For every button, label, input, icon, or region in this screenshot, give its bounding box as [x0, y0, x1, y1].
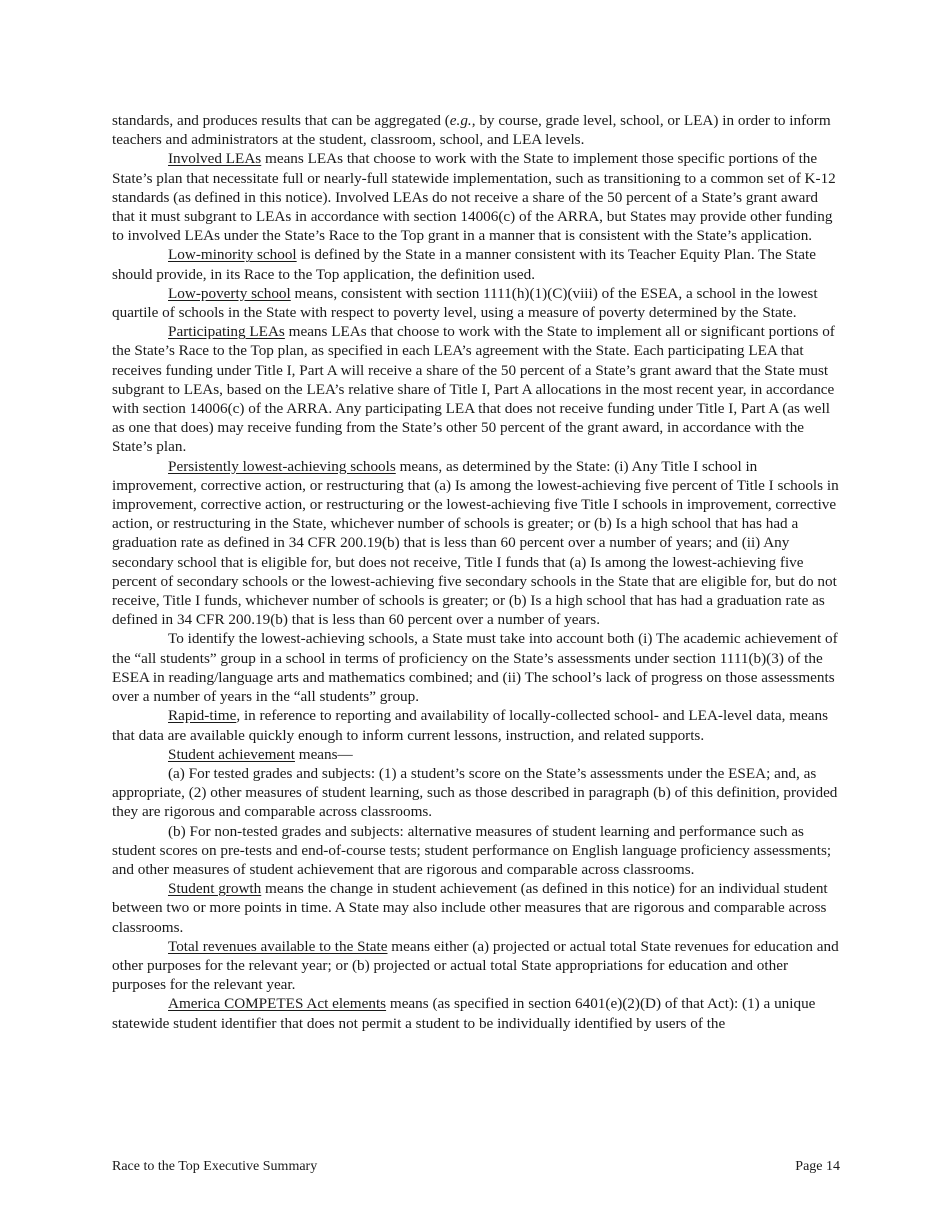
term-student-achievement: Student achievement [168, 745, 295, 763]
term-low-poverty-school: Low-poverty school [168, 284, 291, 302]
definition-total-revenues: Total revenues available to the State means either (a) projected or actual total State revenues for education and other purposes for the relevant year; or (b) projected or actual total State appropriations for education and other purposes for the relevant year. [112, 937, 839, 994]
definition-america-competes: America COMPETES Act elements means (as specified in section 6401(e)(2)(D) of that Act): (1) a unique statewide student identifier that does not permit a student to be individually identified by users of the [112, 995, 816, 1032]
document-body [112, 111, 840, 1033]
paragraph-identify-lowest-achieving: To identify the lowest-achieving schools, a State must take into account both (i) The academic achievement of the “all students” group in a school in terms of proficiency on the State’s assessments under section 1111(b)(3) of the ESEA in reading/language arts and mathematics combined; and (ii) The school’s lack of progress on those assessments over a number of years in the “all students” group. [112, 630, 838, 706]
definition-student-growth: Student growth means the change in student achievement (as defined in this notice) for an individual student between two or more points in time. A State may also include other measures that are rigorous and comparable across classrooms. [112, 880, 828, 936]
definition-participating-leas: Participating LEAs means LEAs that choose to work with the State to implement all or significant portions of the State’s Race to the Top plan, as specified in each LEA’s agreement with the State. Each participating LEA that receives funding under Title I, Part A will receive a share of the 50 percent of a State’s grant award that the State must subgrant to LEAs, based on the LEA’s relative share of Title I, Part A allocations in the most recent year, in accordance with section 14006(c) of the ARRA. Any participating LEA that does not receive funding under Title I, Part A (as well as one that does) may receive funding from the State’s other 50 percent of the grant award, in accordance with the State’s plan. [112, 323, 835, 456]
term-total-revenues: Total revenues available to the State [168, 937, 388, 955]
student-achievement-item-a: (a) For tested grades and subjects: (1) a student’s score on the State’s assessments under the ESEA; and, as appropriate, (2) other measures of student learning, such as those described in paragraph (b) of this definition, provided they are rigorous and comparable across classrooms. [112, 764, 838, 821]
term-rapid-time: Rapid-time [168, 707, 237, 725]
paragraph-standards-continuation: standards, and produces results that can be aggregated (e.g., by course, grade level, school, or LEA) in order to inform teachers and administrators at the student, classroom, school, and LEA levels. [112, 112, 831, 149]
term-persistently-lowest-achieving: Persistently lowest-achieving schools [168, 457, 396, 475]
definition-involved-leas: Involved LEAs means LEAs that choose to work with the State to implement those specific portions of the State’s plan that necessitate full or nearly-full statewide implementation, such as transitioning to a common set of K-12 standards (as defined in this notice). Involved LEAs do not receive a share of the 50 percent of a State’s grant award that it must subgrant to LEAs in accordance with section 14006(c) of the ARRA, but States may provide other funding to involved LEAs under the State’s Race to the Top grant in a manner that is consistent with the State’s application. [112, 150, 836, 245]
definition-low-minority-school: Low-minority school is defined by the State in a manner consistent with its Teacher Equity Plan. The State should provide, in its Race to the Top application, the definition used. [112, 246, 816, 283]
definition-student-achievement: Student achievement means— [168, 745, 353, 763]
page-footer [112, 1159, 840, 1175]
student-achievement-item-b: (b) For non-tested grades and subjects: alternative measures of student learning and performance such as student scores on pre-tests and end-of-course tests; student performance on English language proficiency assessments; and other measures of student achievement that are rigorous and comparable across classrooms. [112, 822, 832, 878]
definition-rapid-time: Rapid-time, in reference to reporting and availability of locally-collected school- and LEA-level data, means that data are available quickly enough to inform current lessons, instruction, and related supports. [112, 707, 828, 744]
term-low-minority-school: Low-minority school [168, 246, 297, 264]
definition-persistently-lowest-achieving: Persistently lowest-achieving schools means, as determined by the State: (i) Any Title I school in improvement, corrective action, or restructuring that (a) Is among the lowest-achieving five percent of Title I schools in improvement, corrective action, or restructuring or the lowest-achieving five Title I schools in improvement, corrective action, or restructuring in the State, whichever number of schools is greater; or (b) Is a high school that has had a graduation rate as defined in 34 CFR 200.19(b) that is less than 60 percent over a number of years; and (ii) Any secondary school that is eligible for, but does not receive, Title I funds that (a) Is among the lowest-achieving five percent of secondary schools or the lowest-achieving five secondary schools in the State that are eligible for, but do not receive, Title I funds, whichever number of schools is greater; or (b) Is a high school that has had a graduation rate as defined in 34 CFR 200.19(b) that is less than 60 percent over a number of years. [112, 457, 839, 629]
definition-low-poverty-school: Low-poverty school means, consistent with section 1111(h)(1)(C)(viii) of the ESEA, a school in the lowest quartile of schools in the State with respect to poverty level, using a measure of poverty determined by the State. [112, 284, 818, 322]
footer-document-title: Race to the Top Executive Summary [112, 1159, 318, 1174]
footer-page-number: Page 14 [795, 1159, 840, 1174]
term-participating-leas: Participating LEAs [168, 323, 285, 341]
term-america-competes: America COMPETES Act elements [168, 995, 387, 1013]
term-student-growth: Student growth [168, 880, 262, 898]
term-involved-leas: Involved LEAs [168, 150, 262, 168]
